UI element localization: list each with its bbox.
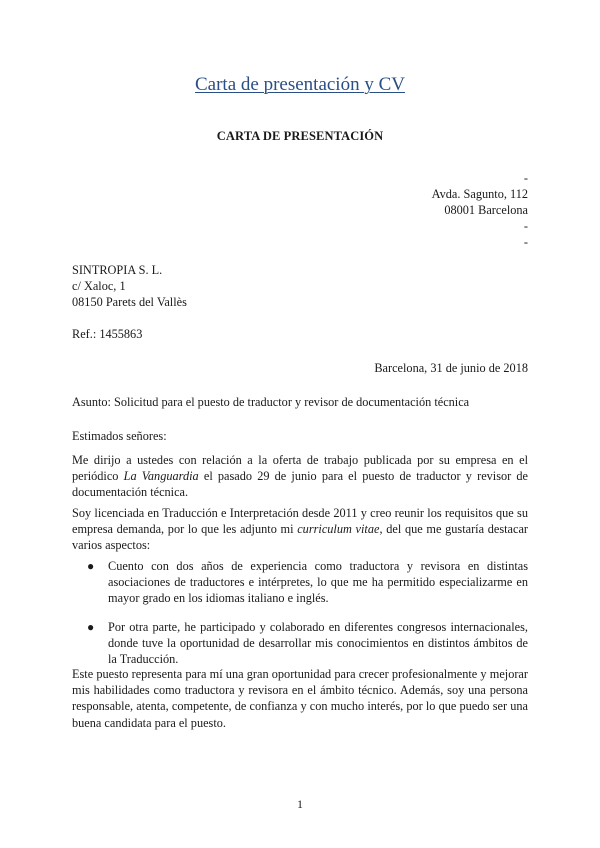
bullet-icon: ● [87,619,95,634]
recipient-city: 08150 Parets del Vallès [72,295,187,309]
reference-number: Ref.: 1455863 [72,327,143,341]
recipient-company: SINTROPIA S. L. [72,263,163,277]
letter-subject: Asunto: Solicitud para el puesto de traductor y revisor de documentación técnica [72,395,470,409]
recipient-street: c/ Xaloc, 1 [72,279,126,293]
sender-line-1: - [523,171,528,185]
sender-line-4: - [523,219,528,233]
page-number: 1 [297,797,303,811]
paragraph-2: Soy licenciada en Traducción e Interpretación desde 2011 y creo reunir los requisitos que su empresa demanda, por lo que les adjunto mi curriculum vitae, del que me gustaría destacar varios aspectos: [72,506,529,553]
sender-line-5: - [523,235,528,249]
cv-term: curriculum vitae [297,522,380,537]
letter-heading: CARTA DE PRESENTACIÓN [216,129,384,143]
bullet-icon: ● [87,559,95,573]
list-item: ● Por otra parte, he participado y colaborado en diferentes congresos internacionales, donde tuve la oportunidad de desarrollar mis conocimientos en distintos ámbitos de la Traducción. [87,619,528,667]
salutation: Estimados señores: [72,429,167,443]
document-title: Carta de presentación y CV [195,74,405,95]
paragraph-1: Me dirijo a ustedes con relación a la oferta de trabajo publicada por su empresa en el periódico La Vanguardia el pasado 29 de junio para el puesto de traductor y revisor de documentación técnica. [72,453,529,500]
aspects-list [72,558,528,667]
sender-address: Avda. Sagunto, 112 [431,187,528,201]
newspaper-name: La Vanguardia [123,469,199,484]
list-item: ● Cuento con dos años de experiencia como traductora y revisora en distintas asociaciones de traductores e intérpretes, lo que me ha permitido especializarme en mayor grado en los idiomas italiano e inglés. [87,559,528,606]
letter-date: Barcelona, 31 de junio de 2018 [374,361,528,375]
sender-city: 08001 Barcelona [444,203,528,217]
closing-paragraph: Este puesto representa para mí una gran oportunidad para crecer profesionalmente y mejorar mis habilidades como traductora y revisora en el ámbito técnico. Además, soy una persona responsable, atenta, competente, de confianza y con mucho interés, por lo que puedo ser una buena candidata para el puesto. [72,667,528,730]
